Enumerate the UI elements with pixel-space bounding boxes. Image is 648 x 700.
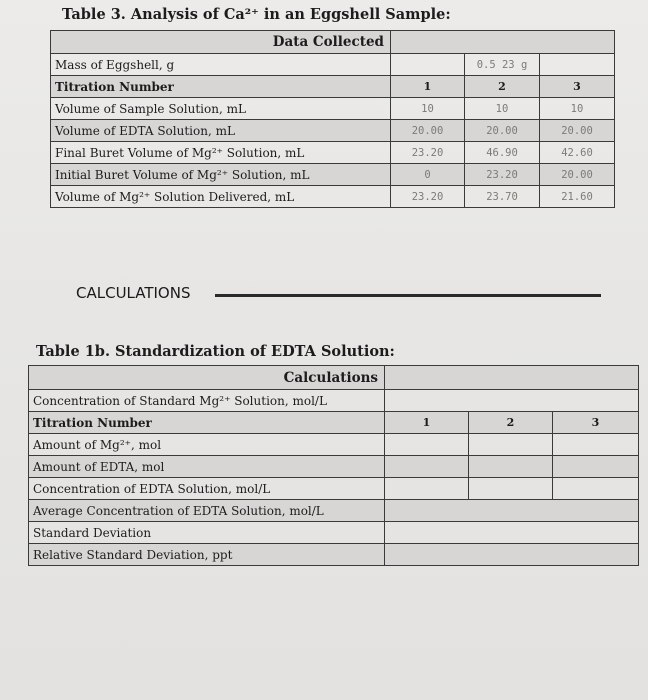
table3-cell: 23.20 bbox=[465, 164, 540, 186]
table1b-row-label: Titration Number bbox=[29, 412, 385, 434]
table3-row-label: Volume of Mg²⁺ Solution Delivered, mL bbox=[51, 186, 391, 208]
table3-cell: 20.00 bbox=[540, 120, 615, 142]
table3-cell: 0 bbox=[391, 164, 465, 186]
table3-row-label: Titration Number bbox=[51, 76, 391, 98]
table3-cell: 20.00 bbox=[391, 120, 465, 142]
calculations-rule bbox=[215, 294, 601, 297]
table3-cell: 10 bbox=[391, 98, 465, 120]
table3-cell: 0.5 23 g bbox=[465, 54, 540, 76]
table3-row-label: Volume of EDTA Solution, mL bbox=[51, 120, 391, 142]
table1b bbox=[28, 365, 639, 566]
table3-cell: 1 bbox=[391, 76, 465, 98]
table1b-cell bbox=[553, 478, 639, 500]
table1b-cell bbox=[553, 434, 639, 456]
table3-row-label: Initial Buret Volume of Mg²⁺ Solution, mL bbox=[51, 164, 391, 186]
table3-header-spacer bbox=[391, 31, 615, 54]
table1b-cell bbox=[385, 434, 469, 456]
table1b-cell bbox=[385, 456, 469, 478]
table3-cell: 23.20 bbox=[391, 142, 465, 164]
table3-cell: 21.60 bbox=[540, 186, 615, 208]
table3-cell: 2 bbox=[465, 76, 540, 98]
table3-cell: 20.00 bbox=[465, 120, 540, 142]
table3-title: Table 3. Analysis of Ca²⁺ in an Eggshell Sample: bbox=[62, 6, 451, 23]
table1b-row-label: Standard Deviation bbox=[29, 522, 385, 544]
table1b-cell bbox=[385, 478, 469, 500]
table1b-row-label: Average Concentration of EDTA Solution, mol/L bbox=[29, 500, 385, 522]
table3-cell bbox=[391, 54, 465, 76]
table1b-header-spacer bbox=[385, 366, 639, 390]
table3-row-label: Final Buret Volume of Mg²⁺ Solution, mL bbox=[51, 142, 391, 164]
table1b-row-label: Concentration of EDTA Solution, mol/L bbox=[29, 478, 385, 500]
table1b-cell: 3 bbox=[553, 412, 639, 434]
table1b-cell bbox=[469, 434, 553, 456]
table3-cell: 23.70 bbox=[465, 186, 540, 208]
table1b-row-label: Concentration of Standard Mg²⁺ Solution, mol/L bbox=[29, 390, 385, 412]
table1b-cell bbox=[469, 478, 553, 500]
table3-cell: 23.20 bbox=[391, 186, 465, 208]
table3-cell bbox=[540, 54, 615, 76]
table1b-header: Calculations bbox=[29, 366, 385, 390]
table1b-cell: 2 bbox=[469, 412, 553, 434]
table3 bbox=[50, 30, 615, 208]
table3-cell: 3 bbox=[540, 76, 615, 98]
table1b-row-label: Amount of EDTA, mol bbox=[29, 456, 385, 478]
table1b-cell bbox=[385, 544, 639, 566]
table1b-cell bbox=[385, 500, 639, 522]
table3-cell: 10 bbox=[540, 98, 615, 120]
table3-row-label: Volume of Sample Solution, mL bbox=[51, 98, 391, 120]
table1b-cell bbox=[385, 390, 639, 412]
table1b-cell bbox=[385, 522, 639, 544]
table1b-cell bbox=[553, 456, 639, 478]
table1b-row-label: Amount of Mg²⁺, mol bbox=[29, 434, 385, 456]
table3-cell: 10 bbox=[465, 98, 540, 120]
table3-row-label: Mass of Eggshell, g bbox=[51, 54, 391, 76]
table1b-title: Table 1b. Standardization of EDTA Solution: bbox=[36, 343, 395, 360]
table3-cell: 42.60 bbox=[540, 142, 615, 164]
table1b-cell: 1 bbox=[385, 412, 469, 434]
table3-cell: 20.00 bbox=[540, 164, 615, 186]
table3-cell: 46.90 bbox=[465, 142, 540, 164]
table1b-cell bbox=[469, 456, 553, 478]
table1b-row-label: Relative Standard Deviation, ppt bbox=[29, 544, 385, 566]
table3-header: Data Collected bbox=[51, 31, 391, 54]
calculations-heading: CALCULATIONS bbox=[76, 284, 191, 302]
